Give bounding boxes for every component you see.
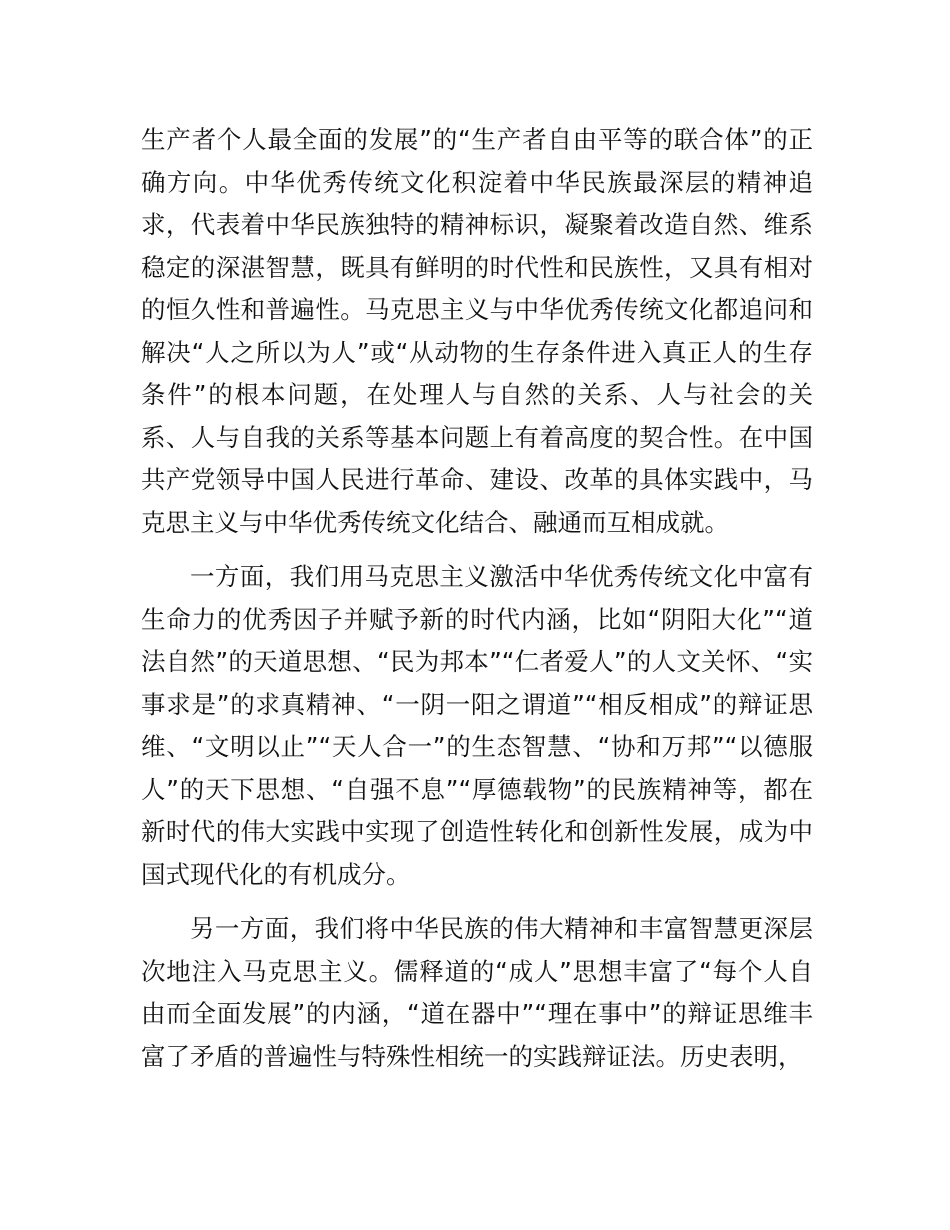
paragraph-continuation: 生产者个人最全面的发展”的“生产者自由平等的联合体”的正确方向。中华优秀传统文化积淀着中华民族最深层的精神追求，代表着中华民族独特的精神标识，凝聚着改造自然、维系稳定的深湛智慧，既具有鲜明的时代性和民族性，又具有相对的恒久性和普遍性。马克思主义与中华优秀传统文化都追问和解决“人之所以为人”或“从动物的生存条件进入真正人的生存条件”的根本问题，在处理人与自然的关系、人与社会的关系、人与自我的关系等基本问题上有着高度的契合性。在中国共产党领导中国人民进行革命、建设、改革的具体实践中，马克思主义与中华优秀传统文化结合、融通而互相成就。 bbox=[141, 125, 813, 537]
paragraph-one-hand: 一方面，我们用马克思主义激活中华优秀传统文化中富有生命力的优秀因子并赋予新的时代内涵，比如“阴阳大化”“道法自然”的天道思想、“民为邦本”“仁者爱人”的人文关怀、“实事求是”的求真精神、“一阴一阳之谓道”“相反相成”的辩证思维、“文明以止”“天人合一”的生态智慧、“协和万邦”“以德服人”的天下思想、“自强不息”“厚德载物”的民族精神等，都在新时代的伟大实践中实现了创造性转化和创新性发展，成为中国式现代化的有机成分。 bbox=[141, 562, 813, 889]
paragraph-other-hand: 另一方面，我们将中华民族的伟大精神和丰富智慧更深层次地注入马克思主义。儒释道的“成人”思想丰富了“每个人自由而全面发展”的内涵，“道在器中”“理在事中”的辩证思维丰富了矛盾的普遍性与特殊性相统一的实践辩证法。历史表明， bbox=[141, 914, 813, 1071]
body-text bbox=[141, 119, 813, 1078]
